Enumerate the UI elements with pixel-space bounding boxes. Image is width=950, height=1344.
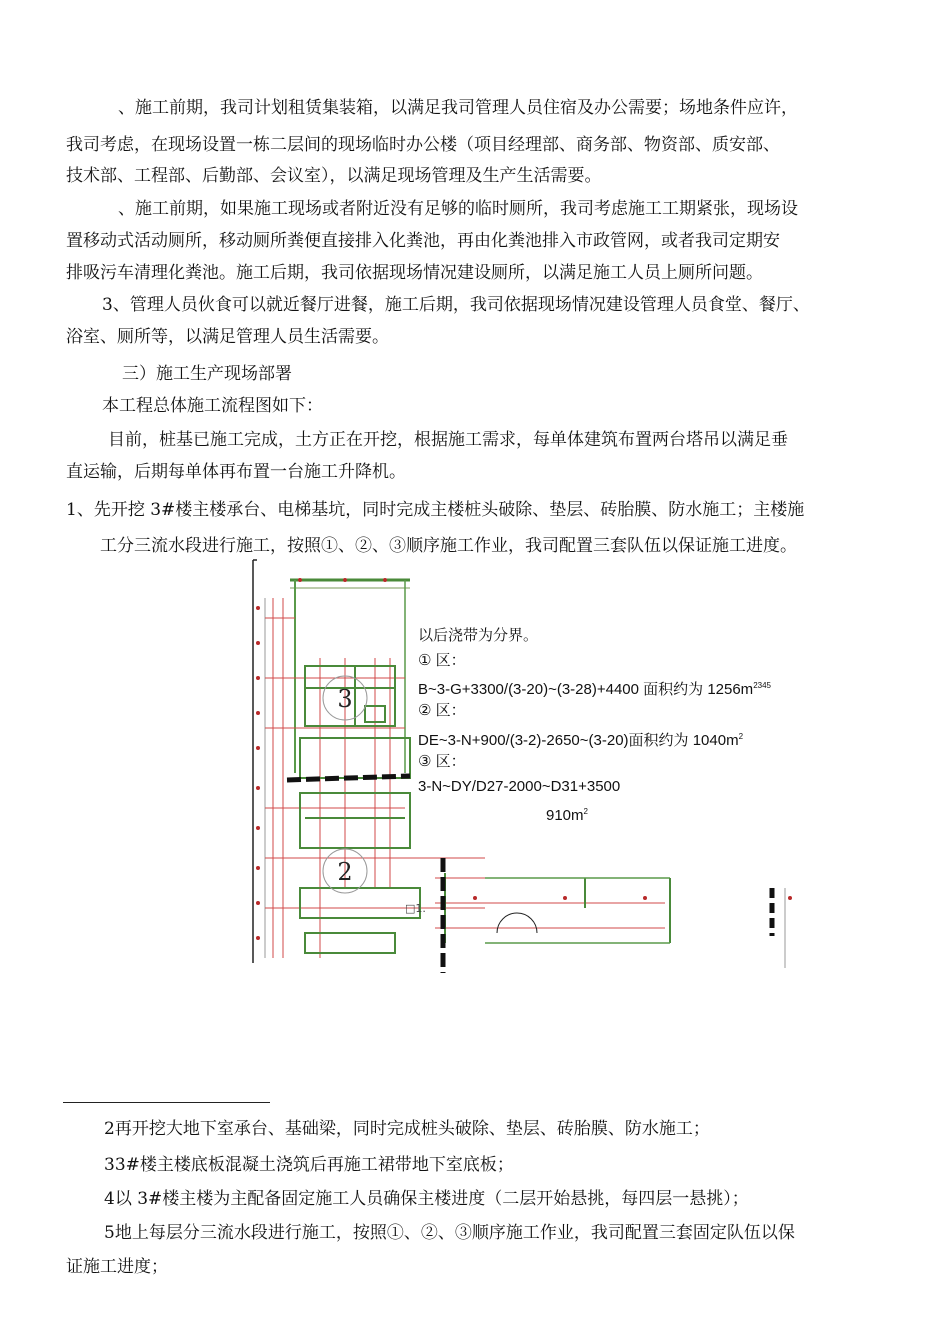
step-4: 4以 3#楼主楼为主配备固定施工人员确保主楼进度（二层开始悬挑，每四层一悬挑）； bbox=[104, 1189, 749, 1209]
step-1-line-2: 工分三流水段进行施工，按照①、②、③顺序施工作业，我司配置三套队伍以保证施工进度。 bbox=[100, 536, 797, 556]
zone-3-label: ③ 区： bbox=[418, 753, 466, 770]
zone-3-area: $910m^2$ bbox=[546, 807, 588, 824]
step-3: 33#楼主楼底板混凝土浇筑后再施工裙带地下室底板； bbox=[104, 1155, 514, 1175]
zone-2-description: DE~3-N+900/(3-2)-2650~(3-20)面积约为 $1040m^2$ bbox=[418, 732, 744, 749]
flow-intro: 本工程总体施工流程图如下： bbox=[102, 396, 323, 416]
zone-2-label: ② 区： bbox=[418, 702, 466, 719]
section-heading: 三）施工生产现场部署 bbox=[122, 364, 292, 384]
step-1-line-1: 1、先开挖 3#楼主楼承台、电梯基坑，同时完成主楼桩头破除、垫层、砖胎膜、防水施工；主楼施 bbox=[66, 500, 805, 520]
step-2: 2再开挖大地下室承台、基础梁，同时完成桩头破除、垫层、砖胎膜、防水施工； bbox=[104, 1119, 710, 1139]
paragraph-2-line-2: 置移动式活动厕所，移动厕所粪便直接排入化粪池，再由化粪池排入市政管网，或者我司定期安 bbox=[66, 231, 780, 251]
step-5-line-1: 5地上每层分三流水段进行施工，按照①、②、③顺序施工作业，我司配置三套固定队伍以保 bbox=[104, 1223, 795, 1243]
plan-small-label: □1. bbox=[405, 902, 426, 915]
zone-3-marker: 3 bbox=[337, 685, 353, 713]
paragraph-3-line-2: 浴室、厕所等，以满足管理人员生活需要。 bbox=[66, 327, 389, 347]
step-5-line-2: 证施工进度； bbox=[66, 1257, 168, 1277]
site-plan-figure bbox=[245, 558, 805, 978]
paragraph-2-line-1: 、施工前期，如果施工现场或者附近没有足够的临时厕所，我司考虑施工工期紧张，现场设 bbox=[118, 199, 798, 219]
paragraph-2-line-3: 排吸污车清理化粪池。施工后期，我司依据现场情况建设厕所，以满足施工人员上厕所问题。 bbox=[66, 263, 763, 283]
paragraph-1-line-1: 、施工前期，我司计划租赁集装箱，以满足我司管理人员住宿及办公需要；场地条件应许， bbox=[118, 98, 798, 118]
paragraph-1-line-3: 技术部、工程部、后勤部、会议室），以满足现场管理及生产生活需要。 bbox=[66, 166, 602, 186]
zone-1-label: ① 区： bbox=[418, 652, 466, 669]
paragraph-1-line-2: 我司考虑，在现场设置一栋二层间的现场临时办公楼（项目经理部、商务部、物资部、质安部、 bbox=[66, 135, 780, 155]
paragraph-4-line-2: 直运输，后期每单体再布置一台施工升降机。 bbox=[66, 462, 406, 482]
footnote-separator bbox=[63, 1102, 270, 1103]
paragraph-3-line-1: 3、管理人员伙食可以就近餐厅进餐，施工后期，我司依据现场情况建设管理人员食堂、餐厅、 bbox=[102, 295, 810, 315]
zone-1-description: B~3-G+3300/(3-20)~(3-28)+4400 面积约为 $1256m^{2345}$ bbox=[418, 681, 771, 698]
zone-2-marker: 2 bbox=[337, 858, 353, 886]
figure-note-title: 以后浇带为分界。 bbox=[418, 627, 539, 644]
zone-3-description: 3-N~DY/D27-2000~D31+3500 bbox=[418, 778, 621, 795]
paragraph-4-line-1: 目前，桩基已施工完成，土方正在开挖，根据施工需求，每单体建筑布置两台塔吊以满足垂 bbox=[108, 430, 788, 450]
